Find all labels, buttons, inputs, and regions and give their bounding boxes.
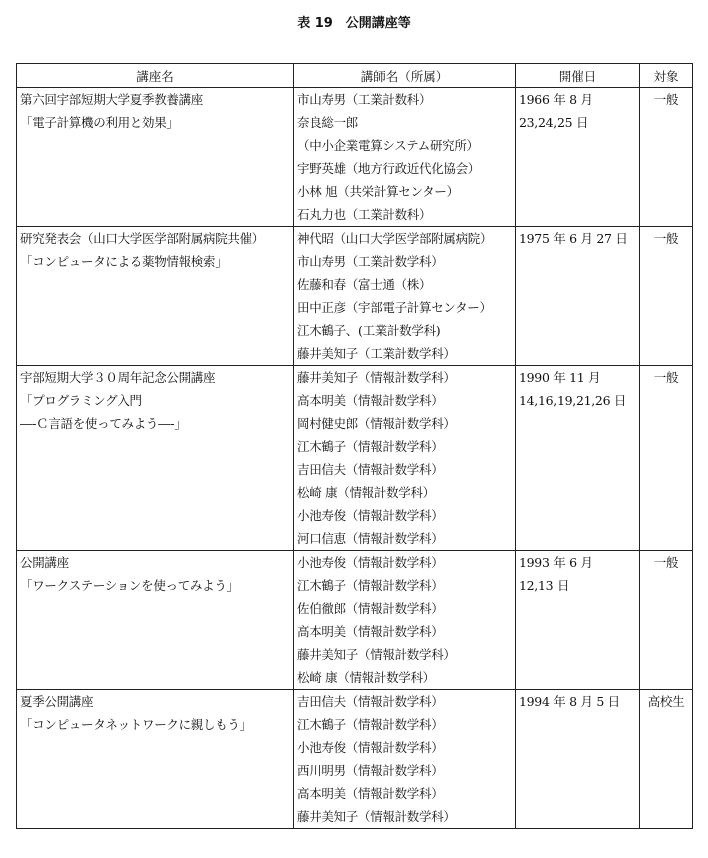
date-cell-line: 1993 年 6 月 xyxy=(519,555,593,570)
lecturer-cell-line: 小池寿俊（情報計数学科） xyxy=(297,555,444,570)
lecturer-cell xyxy=(294,227,516,366)
lecturer-cell-line: 市山寿男（工業計数学科） xyxy=(297,254,444,269)
lecturer-cell-line: 河口信恵（情報計数学科） xyxy=(297,531,444,546)
date-cell-line: 23,24,25 日 xyxy=(519,115,589,130)
course-cell xyxy=(17,366,294,551)
lecturer-cell-line: 佐伯徹郎（情報計数学科） xyxy=(297,601,444,616)
course-cell xyxy=(17,690,294,829)
course-cell-line: 「ワークステーションを使ってみよう」 xyxy=(20,578,239,593)
header-target: 対象 xyxy=(640,64,693,88)
course-cell xyxy=(17,227,294,366)
page-title: 表 19 公開講座等 xyxy=(297,16,411,31)
lecturer-cell-line: 高本明美（情報計数学科） xyxy=(297,624,444,639)
date-cell-line: 1966 年 8 月 xyxy=(519,92,593,107)
course-cell-line: 「プログラミング入門 xyxy=(20,393,142,408)
course-cell xyxy=(17,88,294,227)
lecturer-cell-line: 宇野英雄（地方行政近代化協会） xyxy=(297,161,481,176)
lecturer-cell-line: 江木鶴子（情報計数学科） xyxy=(297,578,444,593)
lecturer-cell xyxy=(294,366,516,551)
date-cell-line: 1990 年 11 月 xyxy=(519,370,601,385)
target-cell xyxy=(640,551,693,690)
lecturer-cell-line: 神代昭（山口大学医学部附属病院） xyxy=(297,231,493,246)
lecturer-cell-line: 田中正彦（宇部電子計算センター） xyxy=(297,300,492,315)
table-row xyxy=(17,690,693,829)
lecturer-cell-line: 藤井美知子（情報計数学科） xyxy=(297,647,456,662)
courses-table xyxy=(16,63,693,829)
date-cell xyxy=(516,690,640,829)
date-cell-line: 12,13 日 xyxy=(519,578,570,593)
date-cell xyxy=(516,88,640,227)
lecturer-cell-line: 松崎 康（情報計数学科） xyxy=(297,485,435,500)
target-value: 一般 xyxy=(653,92,679,107)
table-row xyxy=(17,227,693,366)
lecturer-cell xyxy=(294,690,516,829)
course-cell-line: 夏季公開講座 xyxy=(20,694,94,709)
date-cell-line: 14,16,19,21,26 日 xyxy=(519,393,627,408)
lecturer-cell-line: 市山寿男（工業計数科） xyxy=(297,92,432,107)
lecturer-cell-line: 小林 旭（共栄計算センター） xyxy=(297,184,459,199)
date-cell xyxy=(516,366,640,551)
target-value: 一般 xyxy=(653,370,679,385)
header-lecturer: 講師名（所属） xyxy=(294,64,516,88)
lecturer-cell-line: 高本明美（情報計数学科） xyxy=(297,786,444,801)
course-cell-line: ―‐Ｃ言語を使ってみよう―‐」 xyxy=(20,416,187,431)
target-cell xyxy=(640,88,693,227)
date-cell-line: 1975 年 6 月 27 日 xyxy=(519,231,628,246)
lecturer-cell-line: 岡村健史郎（情報計数学科） xyxy=(297,416,456,431)
lecturer-cell-line: 吉田信夫（情報計数学科） xyxy=(297,462,444,477)
course-cell-line: 「電子計算機の利用と効果」 xyxy=(20,115,179,130)
lecturer-cell-line: 小池寿俊（情報計数学科） xyxy=(297,740,444,755)
target-value: 一般 xyxy=(653,555,679,570)
course-cell-line: 宇部短期大学３０周年記念公開講座 xyxy=(20,370,216,385)
lecturer-cell-line: 佐藤和春（富士通（株） xyxy=(297,277,432,292)
date-cell xyxy=(516,227,640,366)
lecturer-cell-line: 藤井美知子（情報計数学科） xyxy=(297,370,456,385)
table-row xyxy=(17,551,693,690)
target-cell xyxy=(640,690,693,829)
course-cell xyxy=(17,551,294,690)
header-date: 開催日 xyxy=(516,64,640,88)
lecturer-cell-line: 小池寿俊（情報計数学科） xyxy=(297,508,444,523)
course-cell-line: 「コンピュータによる薬物情報検索」 xyxy=(20,254,228,269)
lecturer-cell-line: 江木鶴子（情報計数学科） xyxy=(297,717,444,732)
lecturer-cell-line: 吉田信夫（情報計数学科） xyxy=(297,694,444,709)
date-cell xyxy=(516,551,640,690)
lecturer-cell-line: （中小企業電算システム研究所） xyxy=(297,138,479,153)
header-course: 講座名 xyxy=(17,64,294,88)
course-cell-line: 第六回宇部短期大学夏季教養講座 xyxy=(20,92,204,107)
header-row xyxy=(17,64,693,88)
date-cell-line: 1994 年 8 月 5 日 xyxy=(519,694,620,709)
table-row xyxy=(17,366,693,551)
lecturer-cell xyxy=(294,88,516,227)
course-cell-line: 「コンピュータネットワークに親しもう」 xyxy=(20,717,252,732)
lecturer-cell-line: 藤井美知子（情報計数学科） xyxy=(297,809,456,824)
table-row xyxy=(17,88,693,227)
target-cell xyxy=(640,366,693,551)
course-cell-line: 研究発表会（山口大学医学部附属病院共催） xyxy=(20,231,265,246)
target-value: 一般 xyxy=(653,231,679,246)
lecturer-cell xyxy=(294,551,516,690)
lecturer-cell-line: 江木鶴子、(工業計数学科) xyxy=(297,323,441,338)
lecturer-cell-line: 西川明男（情報計数学科） xyxy=(297,763,444,778)
target-cell xyxy=(640,227,693,366)
lecturer-cell-line: 奈良総一郎 xyxy=(297,115,359,130)
course-cell-line: 公開講座 xyxy=(20,555,69,570)
lecturer-cell-line: 石丸力也（工業計数科） xyxy=(297,207,432,222)
lecturer-cell-line: 江木鶴子（情報計数学科） xyxy=(297,439,444,454)
target-value: 高校生 xyxy=(647,694,685,709)
lecturer-cell-line: 松崎 康（情報計数学科） xyxy=(297,670,435,685)
lecturer-cell-line: 高本明美（情報計数学科） xyxy=(297,393,444,408)
lecturer-cell-line: 藤井美知子（工業計数学科） xyxy=(297,346,456,361)
